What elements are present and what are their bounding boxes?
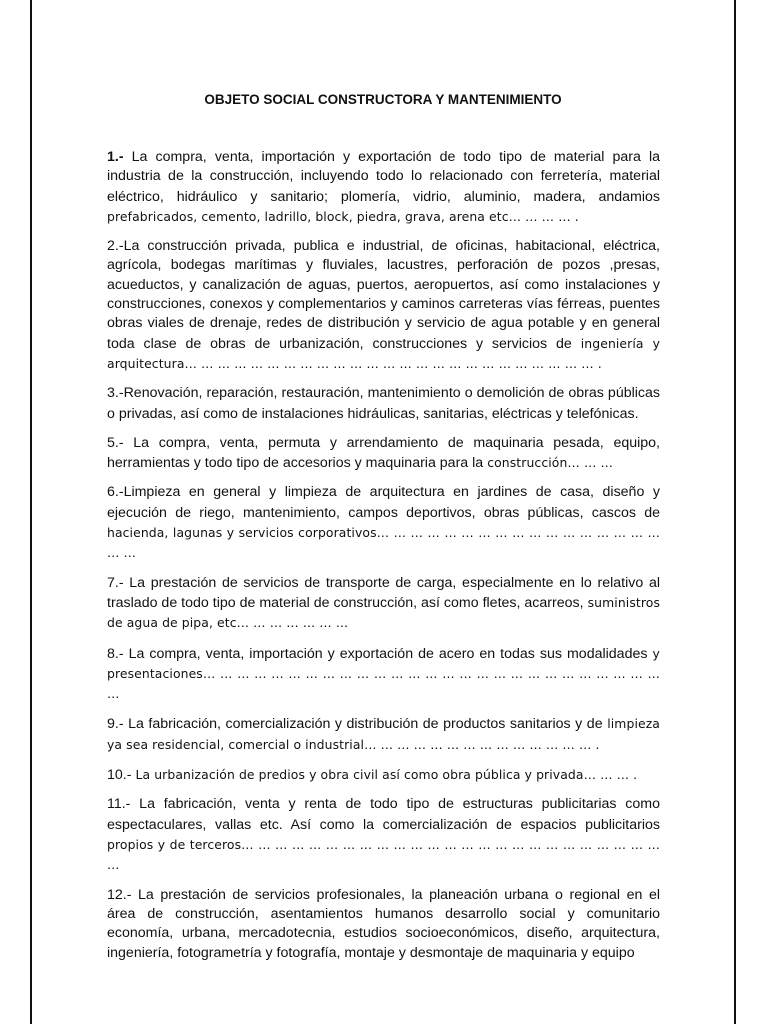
- paragraph-tail: suministros de agua de pipa, etc… … … … … … …: [107, 594, 660, 631]
- paragraph-tail: La urbanización de predios y obra civil así como obra pública y privada… … … .: [131, 767, 638, 783]
- paragraph-text: La fabricación, comercialización y distribución de productos sanitarios y de: [123, 716, 603, 733]
- paragraph-7: [107, 574, 660, 634]
- paragraph-number: 11.-: [107, 796, 131, 813]
- paragraph-6: [107, 483, 660, 563]
- paragraph-number: 8.-: [107, 645, 124, 662]
- paragraph-11: [107, 795, 660, 875]
- paragraph-text: La compra, venta, permuta y arrendamiento de maquinaria pesada, equipo, herramientas y todo tipo de accesorios y maquinaria para la: [107, 434, 660, 472]
- paragraph-1: [107, 148, 660, 227]
- paragraph-number: 10.-: [107, 767, 132, 784]
- paragraph-number: 2.-: [107, 238, 124, 255]
- paragraph-tail: y presentaciones… … … … … … … … … … … … … … … … … … … … … … … … … … … …: [107, 645, 660, 702]
- paragraph-text: La construcción privada, publica e industrial, de oficinas, habitacional, eléctrica, agrícola, bodegas marítimas y fluviales, lacustres, perforación de pozos ,presas, acueductos, y canalización de aguas, puertos, aeropuertos, así como instalaciones y construcciones, conexos y complementarios y caminos carreteras vías férreas, puentes obras viales de drenaje, redes de distribución y servicio de agua potable y en general toda clase de obras de urbanización, construcciones y servicios de: [107, 238, 660, 352]
- paragraph-text: La fabricación, venta y renta de todo tipo de estructuras publicitarias como espectaculares, vallas etc. Así como la comercialización de espacios publicitarios: [107, 796, 660, 833]
- document-page: [30, 0, 736, 1024]
- paragraph-number: 6.-: [107, 484, 124, 501]
- document-body: [107, 148, 660, 974]
- paragraph-2: [107, 237, 660, 374]
- paragraph-10: [107, 765, 660, 785]
- paragraph-tail: limpieza ya sea residencial, comercial o industrial… … … … … … … … … … … … … … .: [107, 716, 661, 752]
- paragraph-tail: propios y de terceros… … … … … … … … … … … … … … … … … … … … … … … … … …: [107, 836, 660, 873]
- paragraph-text: Limpieza en general y limpieza de arquitectura en jardines de casa, diseño y ejecución de riego, mantenimiento, campos deportivos, obras públicas, cascos de: [107, 484, 660, 521]
- paragraph-number: 5.-: [107, 434, 124, 451]
- paragraph-text: La prestación de servicios profesionales, la planeación urbana o regional en el área de construcción, asentamientos humanos desarrollo social y comunitario economía, urbana, mercadotecnia, estudios socioeconómicos, diseño, arquitectura, ingeniería, fotogrametría y fotografía, montaje y desmontaje de maquinaria y equipo: [107, 886, 660, 962]
- paragraph-text: La compra, venta, importación y exportación de todo tipo de material para la industria de la construcción, incluyendo todo lo relacionado con ferretería, material eléctrico, hidráulico y sanitario; plomería, vidrio, aluminio, madera, andamios: [107, 149, 660, 205]
- paragraph-12: [107, 886, 660, 964]
- document-title: OBJETO SOCIAL CONSTRUCTORA Y MANTENIMIENTO: [204, 92, 562, 107]
- paragraph-number: 12.-: [107, 886, 132, 903]
- paragraph-number: 1.-: [107, 149, 124, 165]
- paragraph-tail: hacienda, lagunas y servicios corporativos… … … … … … … … … … … … … … … … … … …: [107, 525, 660, 561]
- paragraph-number: 7.-: [107, 574, 124, 591]
- paragraph-text: La prestación de servicios de transporte de carga, especialmente en lo relativo al traslado de todo tipo de material de construcción, así como fletes, acarreos,: [107, 574, 660, 611]
- paragraph-5: [107, 434, 660, 474]
- paragraph-tail: construcción… … …: [483, 455, 613, 471]
- paragraph-tail: ingeniería y arquitectura… … … … … … … … … … … … … … … … … … … … … … … … … .: [107, 335, 660, 371]
- paragraph-number: 9.-: [107, 716, 124, 733]
- paragraph-9: [107, 714, 660, 755]
- paragraph-number: 3.-: [107, 385, 124, 402]
- paragraph-8: [107, 644, 660, 705]
- paragraph-text: La compra, venta, importación y exportación de acero en todas sus modalidades: [123, 645, 648, 662]
- paragraph-text: Renovación, reparación, restauración, mantenimiento o demolición de obras públicas o privadas, así como de instalaciones hidráulicas, sanitarias, eléctricas y telefónicas.: [107, 385, 660, 422]
- paragraph-3: [107, 384, 660, 424]
- paragraph-tail: prefabricados, cemento, ladrillo, block, piedra, grava, arena etc… … … … .: [107, 208, 579, 224]
